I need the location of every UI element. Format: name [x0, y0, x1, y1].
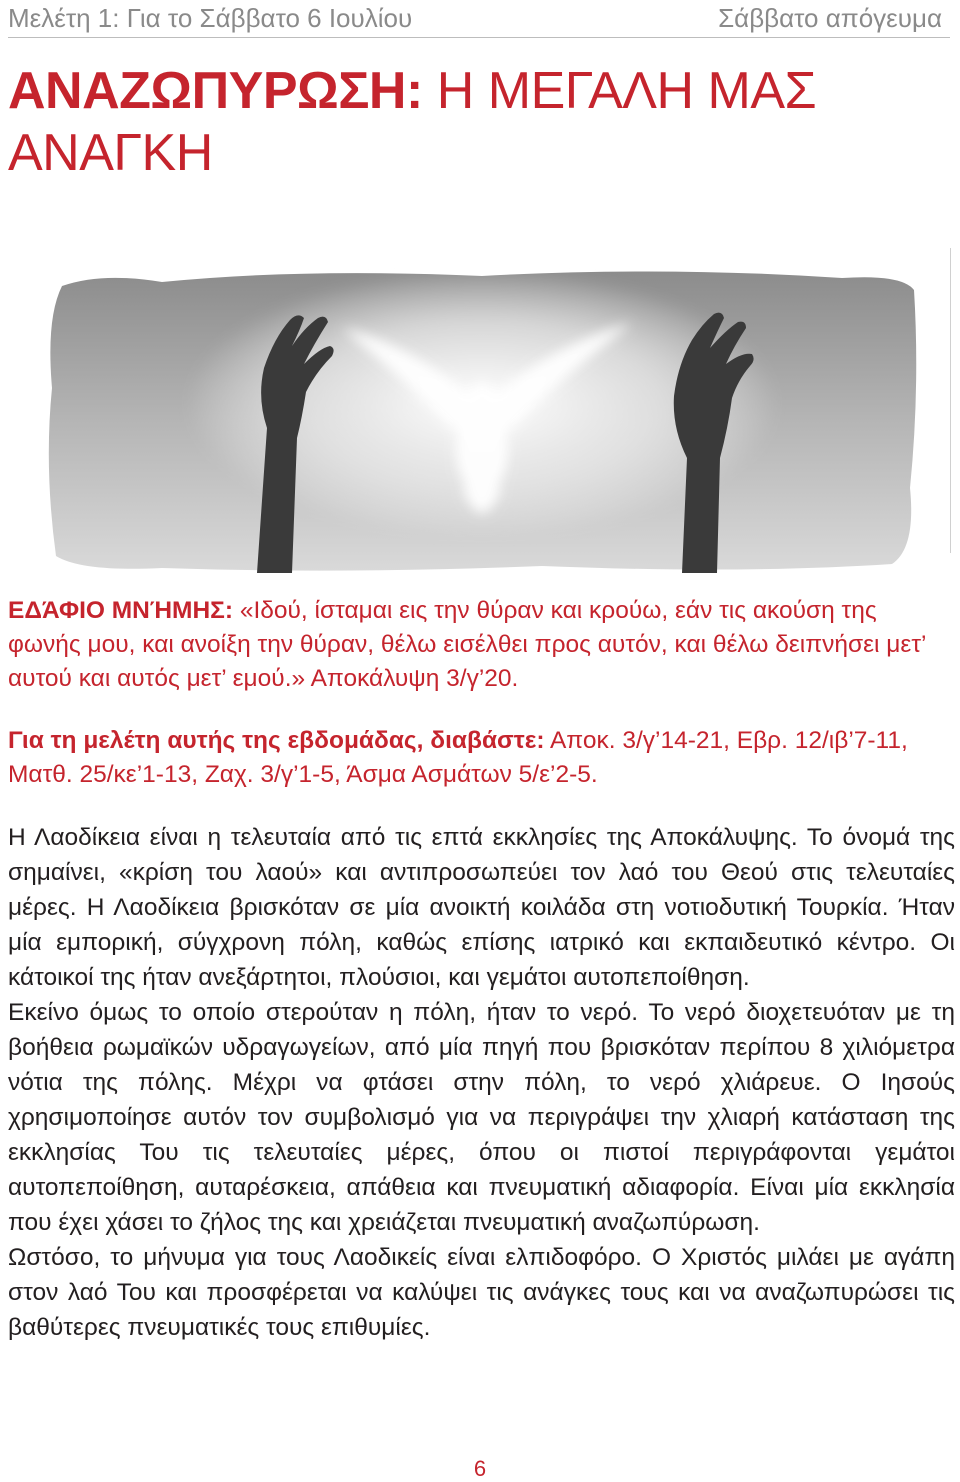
dove-and-hands-illustration: [42, 268, 920, 573]
page-number: 6: [473, 1456, 487, 1481]
page-title: [8, 60, 908, 184]
memory-verse-label: ΕΔΆΦΙΟ ΜΝΉΜΗΣ:: [8, 597, 234, 624]
side-divider: [950, 248, 951, 553]
weekly-reading-label: Για τη μελέτη αυτής της εβδομάδας, διαβάστε:: [8, 727, 545, 754]
paragraph: Εκείνο όμως το οποίο στερούταν η πόλη, ήταν το νερό. Το νερό διοχετευόταν με τη βοήθεια ρωμαϊκών υδραγωγείων, από μία πηγή που βρισκόταν περίπου 8 χιλιόμετρα νότια της πόλης. Μέχρι να φτάσει στην πόλη, το νερό χλιάρευε. Ο Ιησούς χρησιμοποίησε αυτόν τον συμβολισμό για να περιγράψει την χλιαρή κατάσταση της εκκλησίας Του τις τελευταίες μέρες, όπου οι πιστοί περιγράφονται γεμάτοι αυτοπεποίθηση, αυταρέσκεια, απάθεια και πνευματική αδιαφορία. Είναι μία εκκλησία που έχει χάσει το ζήλος της και χρειάζεται πνευματική αναζωπύρωση.: [8, 999, 955, 1236]
header-study-title: Μελέτη 1: Για το Σάββατο 6 Ιουλίου: [8, 2, 413, 33]
header-divider: [8, 37, 950, 38]
paragraph: Η Λαοδίκεια είναι η τελευταία από τις επτά εκκλησίες της Αποκάλυψης. Το όνομά της σημαίνει, «κρίση του λαού» και αντιπροσωπεύει τον λαό του Θεού στις τελευταίες μέρες. Η Λαοδίκεια βρισκόταν σε μία ανοικτή κοιλάδα στη νοτιοδυτική Τουρκία. Ήταν μία εμπορική, σύγχρονη πόλη, καθώς επίσης ιατρικό και εκπαιδευτικό κέντρο. Οι κάτοικοί της ήταν ανεξάρτητοι, πλούσιοι, και γεμάτοι αυτοπεποίθηση.: [8, 824, 955, 991]
body-text: [8, 820, 955, 1345]
header-day: Σάββατο απόγευμα: [718, 2, 942, 33]
weekly-reading-text: Αποκ. 3/γ’14-21, Εβρ. 12/ιβ’7-11, Ματθ. 25/κε’1-13, Ζαχ. 3/γ’1-5, Άσμα Ασμάτων 5/ε’2-5.: [8, 727, 908, 788]
memory-verse-text: «Ιδού, ίσταμαι εις την θύραν και κρούω, εάν τις ακούση της φωνής μου, και ανοίξη την θύραν, θέλω εισέλθει προς αυτόν, και θέλω δειπνήσει μετ’ αυτού και αυτός μετ’ εμού.» Αποκάλυψη 3/γ’20.: [8, 597, 926, 692]
memory-verse: [8, 594, 953, 696]
running-header: [8, 0, 942, 36]
page-title-bold: ΑΝΑΖΩΠΥΡΩΣΗ:: [8, 62, 423, 120]
paragraph: Ωστόσο, το μήνυμα για τους Λαοδικείς είναι ελπιδοφόρο. Ο Χριστός μιλάει με αγάπη στον λαό Του και προσφέρεται να καλύψει τις ανάγκες τους και να αναζωπυρώσει τις βαθύτερες πνευματικές τους επιθυμίες.: [8, 1244, 955, 1341]
weekly-reading: [8, 724, 953, 792]
page-title-regular: Η ΜΕΓΑΛΗ ΜΑΣ ΑΝΑΓΚΗ: [8, 62, 817, 182]
